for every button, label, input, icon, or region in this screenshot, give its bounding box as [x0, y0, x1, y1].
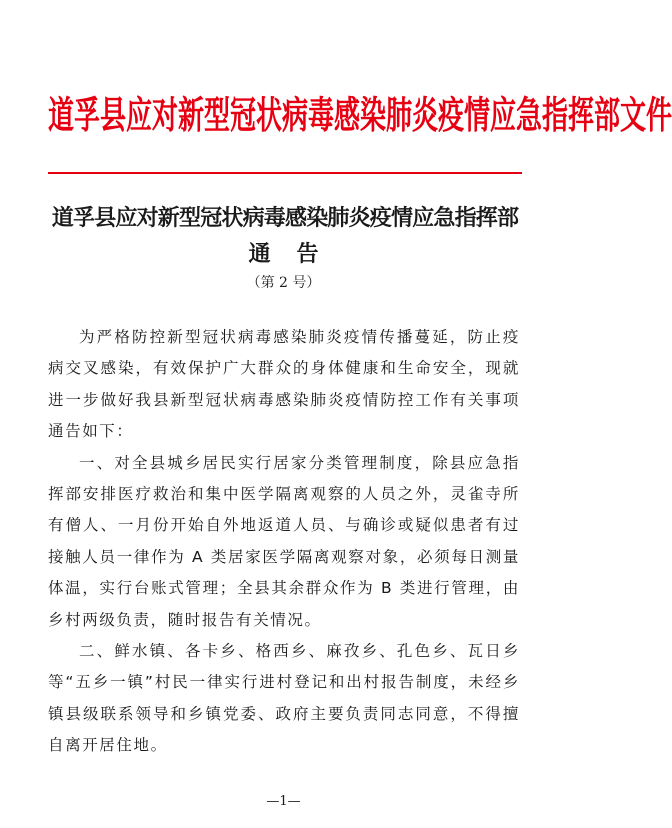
red-rule-divider	[48, 172, 522, 174]
notice-title: 道孚县应对新型冠状病毒感染肺炎疫情应急指挥部	[51, 206, 519, 231]
document-masthead: 道孚县应对新型冠状病毒感染肺炎疫情应急指挥部文件	[48, 94, 672, 139]
body-paragraph-item-1: 一、对全县城乡居民实行居家分类管理制度，除县应急指挥部安排医疗救治和集中医学隔离观察的人员之外，灵雀寺所有僧人、一月份开始自外地返道人员、与确诊或疑似患者有过接触人员一律作为 A 类居家医学隔离观察对象，必须每日测量体温，实行台账式管理；全县其余群众作为 B 类进行管理，由乡村两级负责，随时报告有关情况。	[48, 453, 520, 629]
body-paragraph-intro: 为严格防控新型冠状病毒感染肺炎疫情传播蔓延，防止疫病交叉感染，有效保护广大群众的身体健康和生命安全，现就进一步做好我县新型冠状病毒感染肺炎疫情防控工作有关事项通告如下：	[48, 328, 520, 441]
body-paragraph-item-2: 二、鲜水镇、各卡乡、格西乡、麻孜乡、孔色乡、瓦日乡等“五乡一镇”村民一律实行进村登记和出村报告制度，未经乡镇县级联系领导和乡镇党委、政府主要负责同志同意，不得擅自离开居住地。	[48, 642, 520, 755]
document-number: （第 2 号）	[246, 275, 321, 291]
document-body	[48, 322, 520, 762]
page-number: —1—	[266, 794, 301, 809]
notice-heading: 通告	[248, 242, 345, 267]
